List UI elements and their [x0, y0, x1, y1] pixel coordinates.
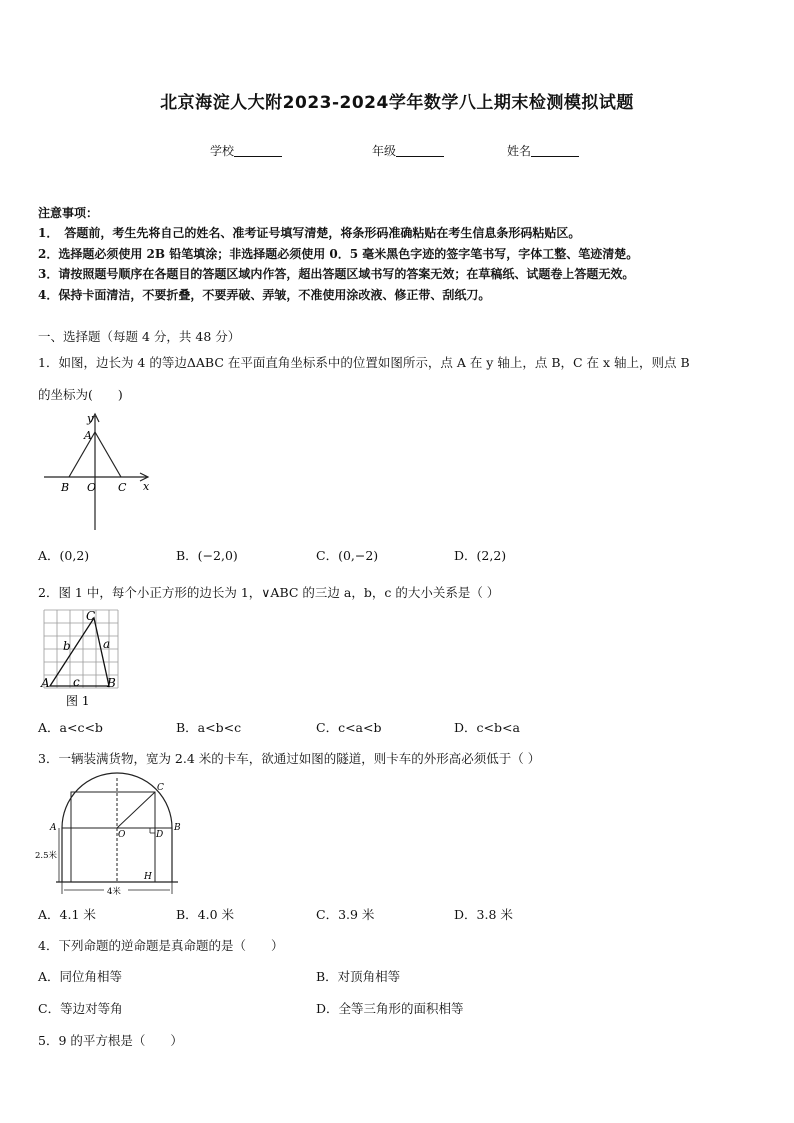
side-ac: [95, 432, 121, 477]
label-x: x: [143, 480, 150, 493]
radius-oc: [117, 792, 155, 828]
note-item: 4．保持卡面清洁，不要折叠，不要弄破、弄皱，不准使用涂改液、修正带、刮纸刀。: [38, 288, 491, 302]
truck-outline: [71, 792, 155, 882]
q2-option-c[interactable]: C．c<a<b: [316, 720, 382, 735]
label-b-vertex: B: [107, 676, 116, 690]
question-4-stem: 4．下列命题的逆命题是真命题的是（ ）: [38, 938, 284, 953]
question-2-stem: 2．图 1 中，每个小正方形的边长为 1，∨ABC 的三边 a，b，c 的大小关系是（ ）: [38, 585, 500, 600]
q1-option-b[interactable]: B．(−2,0): [176, 548, 238, 563]
question-3-figure: [34, 770, 184, 900]
label-a-vertex: A: [41, 676, 50, 690]
label-d-point: D: [156, 830, 164, 840]
name-blank[interactable]: [531, 144, 579, 157]
grade-field[interactable]: [372, 142, 444, 159]
note-item: 3．请按照题号顺序在各题目的答题区域内作答，超出答题区域书写的答案无效；在草稿纸、试题卷上答题无效。: [38, 267, 635, 281]
note-item: 2．选择题必须使用 2B 铅笔填涂；非选择题必须使用 0．5 毫米黑色字迹的签字笔书写，字体工整、笔迹清楚。: [38, 247, 639, 261]
label-side-a: a: [103, 637, 111, 651]
q3-option-a[interactable]: A．4.1 米: [38, 907, 96, 922]
q4-option-c[interactable]: C．等边对等角: [38, 1001, 123, 1016]
label-side-b: b: [63, 639, 71, 653]
q2-option-b[interactable]: B．a<b<c: [176, 720, 242, 735]
grade-label: 年级: [372, 144, 397, 158]
label-c: C: [118, 481, 127, 494]
height-label: 2.5米: [35, 851, 58, 861]
school-label: 学校: [210, 144, 235, 158]
figure-caption: 图 1: [66, 694, 90, 708]
grade-blank[interactable]: [396, 144, 444, 157]
label-c-point: C: [157, 783, 164, 793]
name-field[interactable]: [507, 142, 579, 159]
q3-option-d[interactable]: D．3.8 米: [454, 907, 513, 922]
notes-title: 注意事项：: [38, 206, 99, 220]
label-y: y: [87, 412, 94, 425]
label-o-point: O: [118, 830, 126, 840]
label-h-point: H: [144, 872, 152, 882]
q4-option-b[interactable]: B．对顶角相等: [316, 969, 401, 984]
question-3-stem: 3．一辆装满货物，宽为 2.4 米的卡车，欲通过如图的隧道，则卡车的外形高必须低于（ ）: [38, 751, 541, 766]
q1-option-a[interactable]: A．(0,2): [38, 548, 90, 563]
question-1-stem: 1．如图，边长为 4 的等边ΔABC 在平面直角坐标系中的位置如图所示，点 A 在 y 轴上，点 B，C 在 x 轴上，则点 B: [38, 355, 690, 370]
school-field[interactable]: [210, 142, 282, 159]
label-side-c: c: [73, 675, 80, 689]
q2-option-a[interactable]: A．a<c<b: [38, 720, 103, 735]
page-title: 北京海淀人大附2023-2024学年数学八上期末检测模拟试题: [160, 93, 634, 113]
q1-option-c[interactable]: C．(0,−2): [316, 548, 379, 563]
note-item: 1． 答题前，考生先将自己的姓名、准考证号填写清楚，将条形码准确粘贴在考生信息条形码粘贴区。: [38, 226, 581, 240]
label-a: A: [84, 429, 92, 442]
question-2-figure: [40, 606, 124, 710]
school-blank[interactable]: [234, 144, 282, 157]
q1-option-d[interactable]: D．(2,2): [454, 548, 507, 563]
question-5-stem: 5．9 的平方根是（ ）: [38, 1033, 183, 1048]
q4-option-a[interactable]: A．同位角相等: [38, 969, 123, 984]
label-c-vertex: C: [86, 609, 96, 623]
label-o: O: [87, 481, 97, 494]
label-a-point: A: [50, 823, 57, 833]
name-label: 姓名: [507, 144, 532, 158]
width-label: 4米: [107, 887, 121, 897]
q3-option-c[interactable]: C．3.9 米: [316, 907, 375, 922]
question-1-stem-cont: 的坐标为( ): [38, 387, 123, 402]
label-b-point: B: [174, 823, 181, 833]
q3-option-b[interactable]: B．4.0 米: [176, 907, 235, 922]
question-1-figure: [40, 410, 160, 535]
label-b: B: [61, 481, 70, 494]
section-title: 一、选择题（每题 4 分，共 48 分）: [38, 329, 241, 344]
q2-option-d[interactable]: D．c<b<a: [454, 720, 520, 735]
q4-option-d[interactable]: D．全等三角形的面积相等: [316, 1001, 464, 1016]
